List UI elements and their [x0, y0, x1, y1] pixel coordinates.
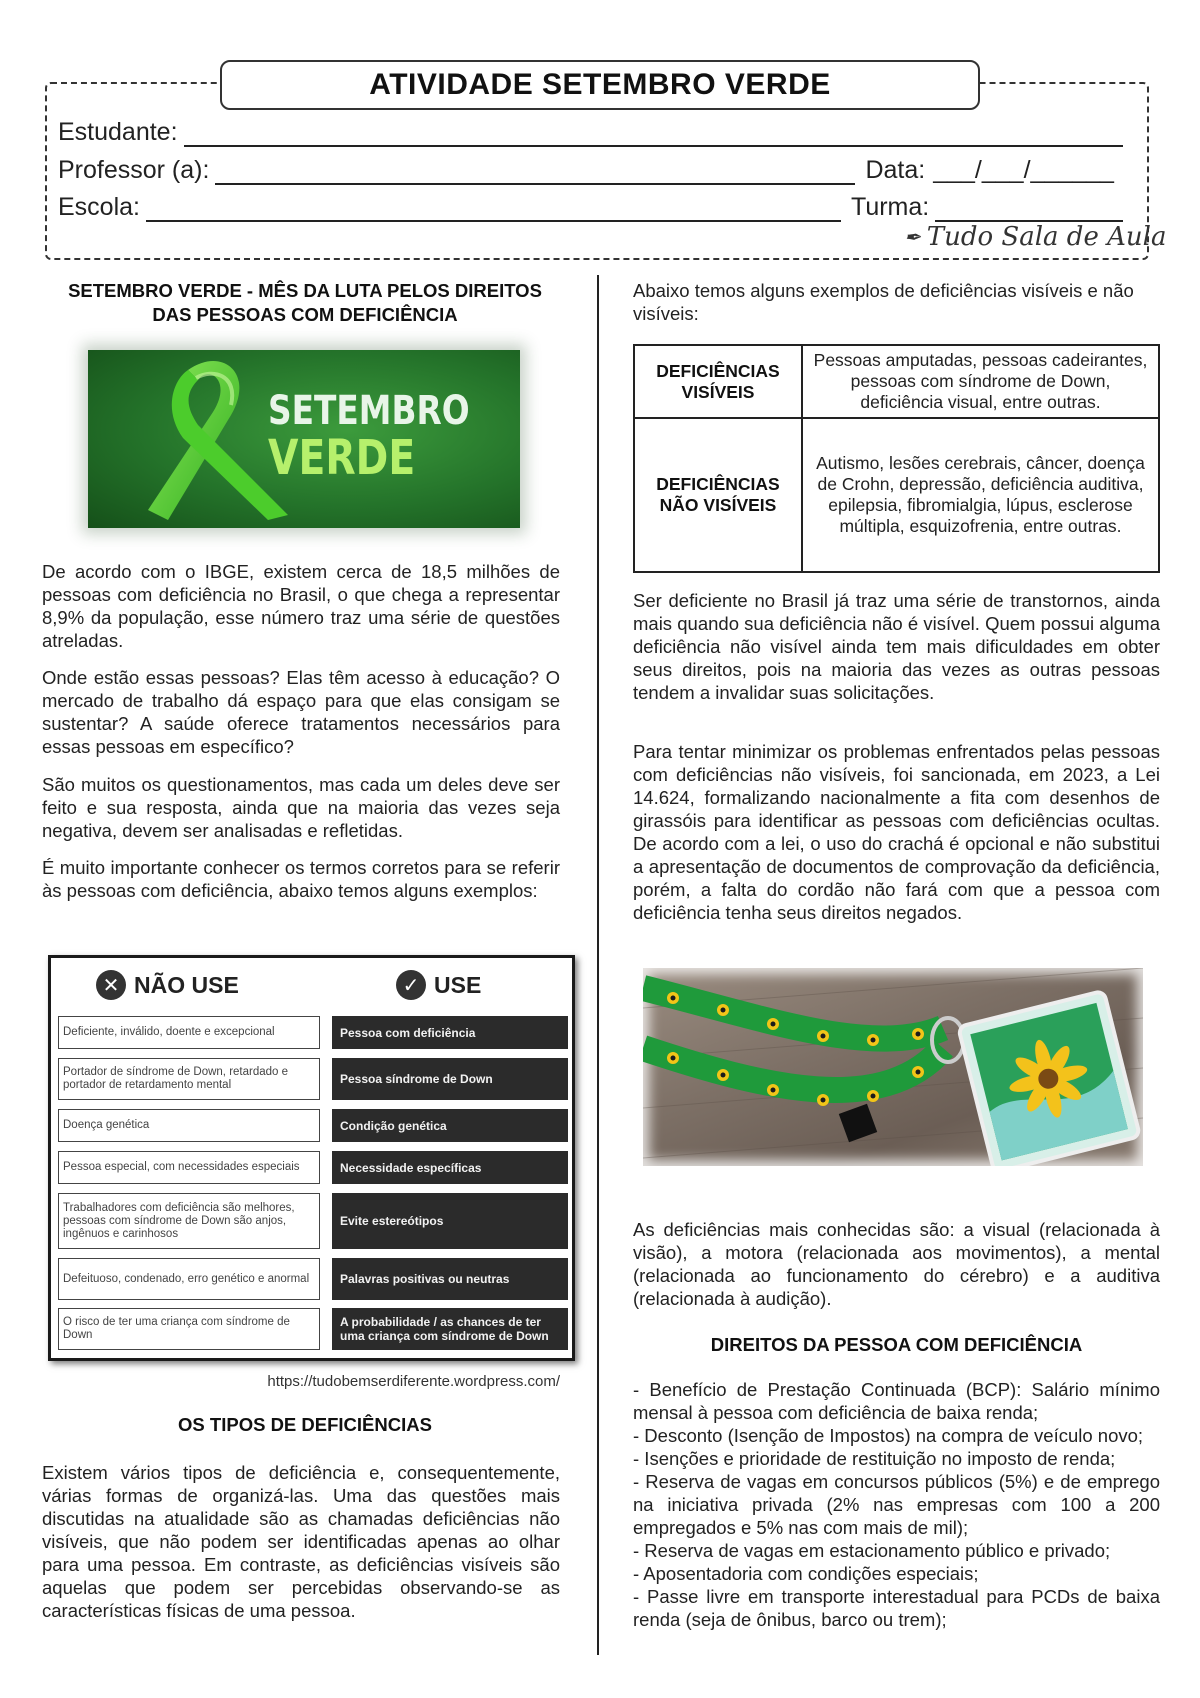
right-term: Condição genética — [332, 1109, 568, 1142]
wrong-term: Deficiente, inválido, doente e excepcional — [58, 1016, 320, 1049]
left-heading: SETEMBRO VERDE - MÊS DA LUTA PELOS DIREITOS DAS PESSOAS COM DEFICIÊNCIA — [68, 280, 542, 325]
wrong-term: Pessoa especial, com necessidades especiais — [58, 1151, 320, 1184]
terms-table — [48, 955, 575, 1361]
left-paragraph-1: De acordo com o IBGE, existem cerca de 18,5 milhões de pessoas com deficiência no Brasil, o que chega a representar 8,9% da população, esse número traz uma série de questões atreladas. — [42, 561, 560, 651]
quill-icon: ✒ — [904, 225, 921, 249]
banner-line1: SETEMBRO — [268, 388, 470, 434]
right-term: Pessoa síndrome de Down — [332, 1058, 568, 1100]
left-paragraph-2: Onde estão essas pessoas? Elas têm acesso à educação? O mercado de trabalho dá espaço para que elas consigam se sustentar? A saúde oferece tratamentos necessários para essas pessoas em específico? — [42, 667, 560, 757]
rights-item: - Desconto (Isenção de Impostos) na compra de veículo novo; — [633, 1425, 1144, 1446]
student-label: Estudante: — [58, 118, 178, 146]
rights-list — [633, 1378, 1160, 1631]
setembro-verde-banner — [88, 350, 520, 528]
right-term: Evite estereótipos — [332, 1193, 568, 1249]
source-link[interactable]: https://tudobemserdiferente.wordpress.com/ — [267, 1373, 560, 1390]
left-paragraph-4: É muito importante conhecer os termos corretos para se referir às pessoas com deficiência, abaixo temos alguns exemplos: — [42, 857, 560, 901]
invisible-text: Autismo, lesões cerebrais, câncer, doença de Crohn, depressão, deficiência auditiva, epilepsia, fibromialgia, lúpus, esclerose múltipla, esquizofrenia, entre outras. — [802, 418, 1159, 572]
class-label: Turma: — [850, 193, 930, 221]
table-row — [58, 1016, 568, 1049]
teacher-label: Professor (a): — [58, 156, 210, 184]
invisible-label: DEFICIÊNCIAS NÃO VISÍVEIS — [634, 418, 802, 572]
school-label: Escola: — [58, 193, 140, 221]
teacher-line — [58, 156, 1123, 185]
left-paragraph-5: Existem vários tipos de deficiência e, consequentemente, várias formas de organizá-las. Uma das questões mais discutidas na atualidade são as chamadas deficiências não visíveis, que não podem ser identificadas apenas ao olhar para uma pessoa. Em contraste, as deficiências visíveis são aquelas que podem ser percebidas observando-se as características físicas de uma pessoa. — [42, 1462, 560, 1621]
column-divider — [597, 275, 599, 1655]
rights-item: - Reserva de vagas em concursos públicos (5%) e de emprego na iniciativa privada (2% nas empresas com 100 a 200 empregados e 5% nas com mais de mil); — [633, 1471, 1160, 1538]
right-term: A probabilidade / as chances de ter uma criança com síndrome de Down — [332, 1308, 568, 1350]
student-field[interactable] — [184, 123, 1123, 147]
rights-item: - Isenções e prioridade de restituição no imposto de renda; — [633, 1448, 1116, 1469]
table-row — [58, 1109, 568, 1142]
check-circle-icon: ✓ — [396, 970, 426, 1000]
lanyard-illustration — [643, 968, 1143, 1166]
left-paragraph-3: São muitos os questionamentos, mas cada um deles deve ser feito e sua resposta, ainda que na maioria das vezes seja negativa, devem ser analisadas e refletidas. — [42, 774, 560, 841]
right-term: Pessoa com deficiência — [332, 1016, 568, 1049]
table-row — [58, 1151, 568, 1184]
wrong-term: Portador de síndrome de Down, retardado e portador de retardamento mental — [58, 1058, 320, 1100]
right-term: Palavras positivas ou neutras — [332, 1258, 568, 1300]
wrong-term: Defeituoso, condenado, erro genético e anormal — [58, 1258, 320, 1300]
rights-item: - Aposentadoria com condições especiais; — [633, 1563, 979, 1584]
invisible-row — [634, 418, 1159, 572]
dont-use-header — [96, 970, 239, 1000]
rights-item: - Reserva de vagas em estacionamento público e privado; — [633, 1540, 1111, 1561]
table-row — [58, 1308, 568, 1350]
right-term: Necessidade específicas — [332, 1151, 568, 1184]
banner-line2: VERDE — [268, 430, 416, 486]
wrong-term: Trabalhadores com deficiência são melhores, pessoas com síndrome de Down são anjos, ingênuos e carinhosos — [58, 1193, 320, 1249]
table-row — [58, 1258, 568, 1300]
types-heading: OS TIPOS DE DEFICIÊNCIAS — [178, 1414, 432, 1435]
wrong-term: Doença genética — [58, 1109, 320, 1142]
right-paragraph-1: Ser deficiente no Brasil já traz uma série de transtornos, ainda mais quando sua deficiência não é visível. Quem possui alguma deficiência não visível ainda tem mais dificuldades em obter seus direitos, pois na maioria das vezes as outras pessoas tendem a invalidar suas solicitações. — [633, 590, 1160, 703]
signature-text: Tudo Sala de Aula — [926, 222, 1167, 252]
sunflower-lanyard-photo — [643, 968, 1143, 1166]
date-field[interactable]: ___/___/______ — [933, 156, 1114, 184]
visible-row — [634, 345, 1159, 418]
wrong-term: O risco de ter uma criança com síndrome de Down — [58, 1308, 320, 1350]
school-line — [58, 193, 1123, 222]
teacher-field[interactable] — [215, 161, 855, 185]
table-row — [58, 1193, 568, 1249]
page-title: ATIVIDADE SETEMBRO VERDE — [220, 60, 980, 110]
right-paragraph-3: As deficiências mais conhecidas são: a visual (relacionada à visão), a motora (relacionada aos movimentos), a mental (relacionada ao funcionamento do cérebro) e a auditiva (relacionada à audição). — [633, 1219, 1160, 1309]
signature-logo — [904, 222, 1166, 252]
dont-use-label: NÃO USE — [134, 971, 239, 998]
use-label: USE — [434, 971, 482, 998]
deficiency-table — [633, 344, 1160, 573]
right-intro: Abaixo temos alguns exemplos de deficiências visíveis e não visíveis: — [633, 280, 1134, 324]
school-field[interactable] — [146, 198, 841, 222]
x-circle-icon: ✕ — [96, 970, 126, 1000]
visible-label: DEFICIÊNCIAS VISÍVEIS — [634, 345, 802, 418]
visible-text: Pessoas amputadas, pessoas cadeirantes, pessoas com síndrome de Down, deficiência visual, entre outras. — [802, 345, 1159, 418]
table-row — [58, 1058, 568, 1100]
right-paragraph-2: Para tentar minimizar os problemas enfrentados pelas pessoas com deficiências não visíveis, foi sancionada, em 2023, a Lei 14.624, formalizando nacionalmente a fita com desenhos de girassóis para identificar as pessoas com deficiências ocultas. De acordo com a lei, o uso do crachá é opcional e não substitui a apresentação de documentos de comprovação da deficiência, porém, a falta do cordão não fará com que a pessoa com deficiência tenha seus direitos negados. — [633, 741, 1160, 923]
rights-item: - Benefício de Prestação Continuada (BCP): Salário mínimo mensal à pessoa com deficiência de baixa renda; — [633, 1379, 1160, 1423]
rights-item: - Passe livre em transporte interestadual para PCDs de baixa renda (seja de ônibus, barco ou trem); — [633, 1586, 1160, 1630]
student-line — [58, 118, 1123, 147]
use-header — [396, 970, 481, 1000]
date-label: Data: — [865, 156, 926, 184]
rights-heading: DIREITOS DA PESSOA COM DEFICIÊNCIA — [710, 1334, 1083, 1355]
class-field[interactable] — [935, 198, 1123, 222]
